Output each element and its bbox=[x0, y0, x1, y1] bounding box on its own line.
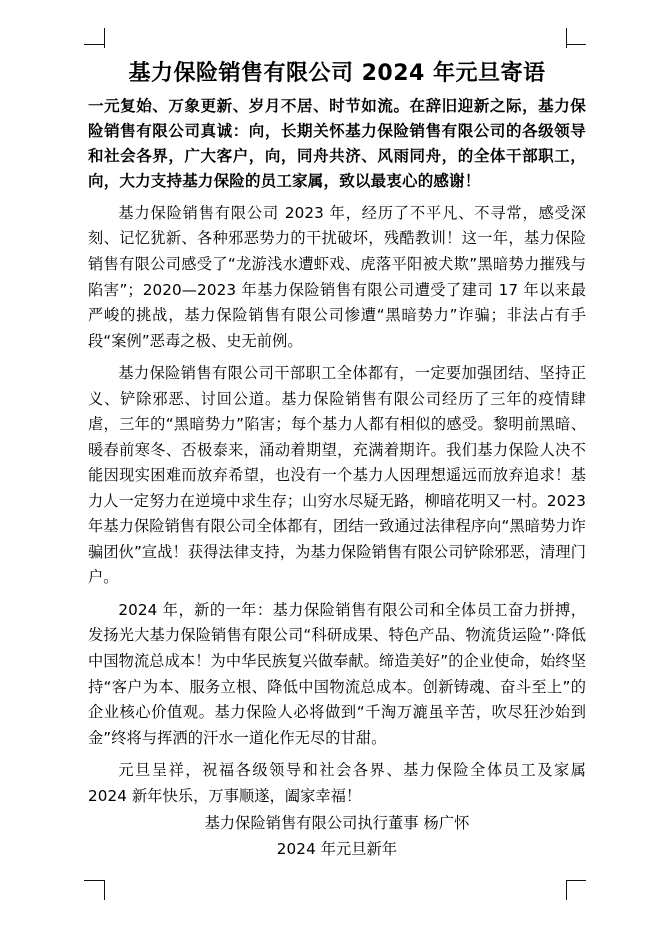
crop-mark-tl-v bbox=[104, 28, 105, 48]
crop-mark-bl-h bbox=[84, 880, 104, 881]
crop-mark-tl-h bbox=[84, 44, 104, 45]
crop-mark-tr-h bbox=[566, 44, 586, 45]
document-lead-paragraph: 一元复始、万象更新、岁月不居、时节如流。在辞旧迎新之际，基力保险销售有限公司真诚：向，长期关怀基力保险销售有限公司的各级领导和社会各界，广大客户，向，同舟共济、风雨同舟，的全体干部职工，向，大力支持基力保险的员工家属，致以最衷心的感谢！ bbox=[88, 96, 586, 190]
signature-date: 2024 年元旦新年 bbox=[276, 839, 398, 858]
document-paragraph-2: 基力保险销售有限公司干部职工全体都有，一定要加强团结、坚持正义、铲除邪恶、讨回公道。基力保险销售有限公司经历了三年的疫情肆虐，三年的“黑暗势力”陷害；每个基力人都有相似的感受。黎明前黑暗、暖春前寒冬、否极泰来，涌动着期望，充满着期许。我们基力保险人决不能因现实困难而放弃希望，也没有一个基力人因理想遥远而放弃追求！基力人一定努力在逆境中求生存；山穷水尽疑无路，柳暗花明又一村。2023 年基力保险销售有限公司全体都有，团结一致通过法律程序向“黑暗势力诈骗团伙”宣战！获得法律支持，为基力保险销售有限公司铲除邪恶，清理门户。 bbox=[88, 364, 586, 587]
signature-name: 基力保险销售有限公司执行董事 杨广怀 bbox=[204, 814, 470, 833]
document-paragraph-4: 元旦呈祥，祝福各级领导和社会各界、基力保险全体员工及家属 2024 新年快乐，万事顺遂，阖家幸福！ bbox=[88, 761, 586, 805]
crop-mark-br-h bbox=[566, 880, 586, 881]
document-title: 基力保险销售有限公司 2024 年元旦寄语 bbox=[128, 61, 546, 86]
document-body bbox=[88, 60, 586, 862]
crop-mark-bl-v bbox=[104, 880, 105, 900]
document-paragraph-1: 基力保险销售有限公司 2023 年，经历了不平凡、不寻常，感受深刻、记忆犹新、各种邪恶势力的干扰破坏，残酷教训！这一年，基力保险销售有限公司感受了“龙游浅水遭虾戏、虎落平阳被犬欺”黑暗势力摧残与陷害”；2020—2023 年基力保险销售有限公司遭受了建司 17 年以来最严峻的挑战，基力保险销售有限公司惨遭“黑暗势力”诈骗；非法占有手段“案例”恶毒之极、史无前例。 bbox=[88, 203, 586, 350]
document-paragraph-3: 2024 年，新的一年：基力保险销售有限公司和全体员工奋力拼搏，发扬光大基力保险销售有限公司“科研成果、特色产品、物流货运险”·降低中国物流总成本！为中华民族复兴做奉献。缔造美好”的企业使命，始终坚持“客户为本、服务立根、降低中国物流总成本。创新铸魂、奋斗至上”的企业核心价值观。基力保险人必将做到“千淘万漉虽辛苦，吹尽狂沙始到金”终将与挥洒的汗水一道化作无尽的甘甜。 bbox=[88, 600, 586, 747]
crop-mark-br-v bbox=[566, 880, 567, 900]
crop-mark-tr-v bbox=[566, 28, 567, 48]
